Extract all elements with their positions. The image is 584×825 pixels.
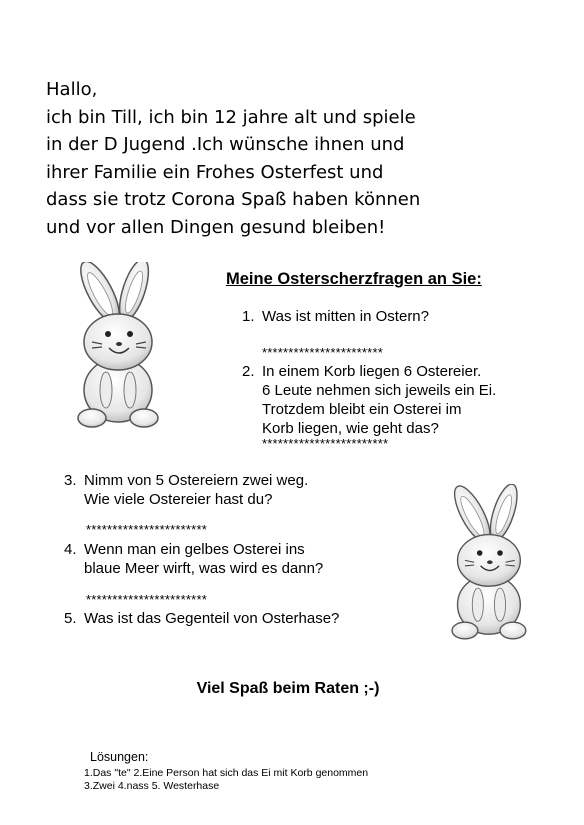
bunny-illustration xyxy=(52,262,182,432)
greeting-text xyxy=(46,76,566,241)
question-line: Was ist mitten in Ostern? xyxy=(262,308,429,325)
solutions-title: Lösungen: xyxy=(90,750,149,764)
question-number: 3. xyxy=(64,472,77,489)
question-number: 1. xyxy=(242,308,255,325)
solutions-line: 1.Das "te" 2.Eine Person hat sich das Ei mit Korb genommen xyxy=(84,767,369,779)
solutions-line: 3.Zwei 4.nass 5. Westerhase xyxy=(84,780,220,792)
question-line: Trotzdem bleibt ein Osterei im xyxy=(262,401,462,418)
question-line: In einem Korb liegen 6 Ostereier. xyxy=(262,363,482,380)
greeting-line: ich bin Till, ich bin 12 jahre alt und spiele xyxy=(46,106,416,128)
greeting-line: ihrer Familie ein Frohes Osterfest und xyxy=(46,161,384,183)
separator: ************************ xyxy=(262,436,389,451)
question-line: 6 Leute nehmen sich jeweils ein Ei. xyxy=(262,382,497,399)
closing-label: Viel Spaß beim Raten ;-) xyxy=(196,680,380,697)
question-number: 5. xyxy=(64,610,77,627)
question-line: Nimm von 5 Ostereiern zwei weg. xyxy=(84,472,309,489)
question-number: 4. xyxy=(64,541,77,558)
question-line: Was ist das Gegenteil von Osterhase? xyxy=(84,610,340,627)
question-line: Korb liegen, wie geht das? xyxy=(262,420,439,437)
separator: *********************** xyxy=(262,345,383,360)
question-line: Wenn man ein gelbes Osterei ins xyxy=(84,541,305,558)
greeting-line: Hallo, xyxy=(46,79,98,100)
greeting-line: dass sie trotz Corona Spaß haben können xyxy=(46,189,421,210)
greeting-line: in der D Jugend .Ich wünsche ihnen und xyxy=(46,134,405,155)
separator: *********************** xyxy=(86,522,207,537)
question-line: blaue Meer wirft, was wird es dann? xyxy=(84,560,324,577)
question-number: 2. xyxy=(242,363,255,380)
question-line: Wie viele Ostereier hast du? xyxy=(84,491,273,508)
separator: *********************** xyxy=(86,592,207,607)
questions-heading: Meine Osterscherzfragen an Sie: xyxy=(226,270,482,288)
closing-text xyxy=(0,680,584,698)
bunny-illustration xyxy=(428,484,548,646)
greeting-line: und vor allen Dingen gesund bleiben! xyxy=(46,216,386,238)
